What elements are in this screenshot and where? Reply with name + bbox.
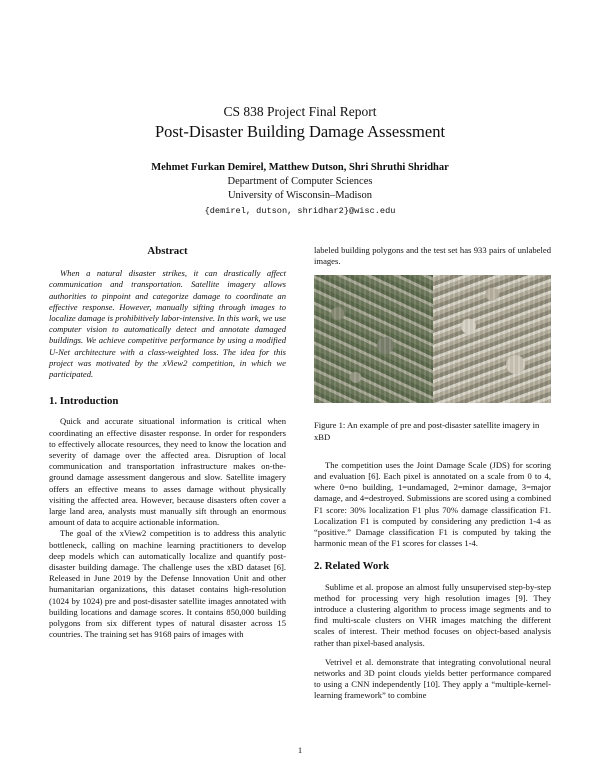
page-number: 1 (297, 745, 303, 755)
left-column (49, 246, 286, 641)
abstract-text: When a natural disaster strikes, it can drastically affect communication and transportation. Satellite imagery allows authorities to pinpoint and categorize damage to coordinate an effective response. However, manually sifting through images to localize damage is prohibitively labor-intensive. In this work, we use computer vision to automatically detect and annotate damaged buildings. We achieve competitive performance by using a modified U-Net architecture with a class-weighted loss. The idea for this project was motivated by the xView2 competition, in which we participated. (49, 268, 286, 380)
intro-continuation: labeled building polygons and the test set has 933 pairs of unlabeled images. (314, 245, 551, 267)
pre-disaster-image (314, 275, 433, 403)
related-paragraph-1: Sublime et al. propose an almost fully unsupervised step-by-step method for processing very high resolution images [9]. They introduce a clustering algorithm to process image segments and to find multi-scale clusters on VHR images matching the different scales of interest. Their method focuses on object-based analysis rather than pixel-based analysis. (314, 581, 551, 648)
post-disaster-image (433, 275, 552, 403)
intro-paragraph-2: The goal of the xView2 competition is to address this analytic bottleneck, calling on machine learning practitioners to develop deep models which can automatically localize and quantify post-disaster building damage. The challenge uses the xBD dataset [6]. Released in June 2019 by the Defense Innovation Unit and other humanitarian organizations, this dataset contains high-resolution (1024 by 1024) pre and post-disaster satellite images annotated with building locations and damage scores. It contains 850,000 building polygons from six different types of natural disaster across 15 countries. The training set has 9168 pairs of images with (49, 528, 286, 640)
author-emails: {demirel, dutson, shridhar2}@wisc.edu (204, 206, 396, 216)
author-list: Mehmet Furkan Demirel, Matthew Dutson, Shri Shruthi Shridhar (151, 162, 449, 173)
related-work-heading: 2. Related Work (314, 560, 390, 573)
intro-paragraph-1: Quick and accurate situational information is critical when coordinating an effective disaster response. In order for responders to effectively allocate resources, they need to know the location and severity of damage over the affected area. Disruption of local communication and transportation infrastructure makes on-the-ground damage assessment dangerous and slow. Satellite imagery offers an effective means to asses damage without physically visiting the affected area. However, because disasters often cover a large land area, analysts must manually sift through an enormous amount of data to acquire actionable information. (49, 416, 286, 528)
introduction-heading: 1. Introduction (49, 395, 119, 408)
paper-title: Post-Disaster Building Damage Assessment (154, 122, 446, 141)
figure-1-caption: Figure 1: An example of pre and post-disaster satellite imagery in xBD (314, 420, 540, 442)
right-column (314, 245, 551, 702)
department: Department of Computer Sciences (227, 176, 373, 187)
paper-header (0, 103, 600, 218)
competition-paragraph: The competition uses the Joint Damage Scale (JDS) for scoring and evaluation [6]. Each pixel is annotated on a scale from 0 to 4, where 0=no building, 1=undamaged, 2=minor damage, 3=major damage, and 4=destroyed. Submissions are scored using a combined F1 score: 30% localization F1 plus 70% damage classification F1. Localization F1 is computed by considering any prediction 1-4 as “positive.” Damage classification F1 is computed by taking the harmonic mean of the F1 scores for classes 1-4. (314, 459, 551, 549)
related-paragraph-2: Vetrivel et al. demonstrate that integrating convolutional neural networks and 3D point clouds yields better performance compared to using a CNN independently [10]. They apply a “multiple-kernel-learning framework” to combine (314, 656, 551, 701)
abstract-heading: Abstract (147, 245, 188, 257)
course-line: CS 838 Project Final Report (223, 104, 377, 119)
university: University of Wisconsin–Madison (227, 190, 373, 201)
figure-1 (314, 275, 551, 403)
